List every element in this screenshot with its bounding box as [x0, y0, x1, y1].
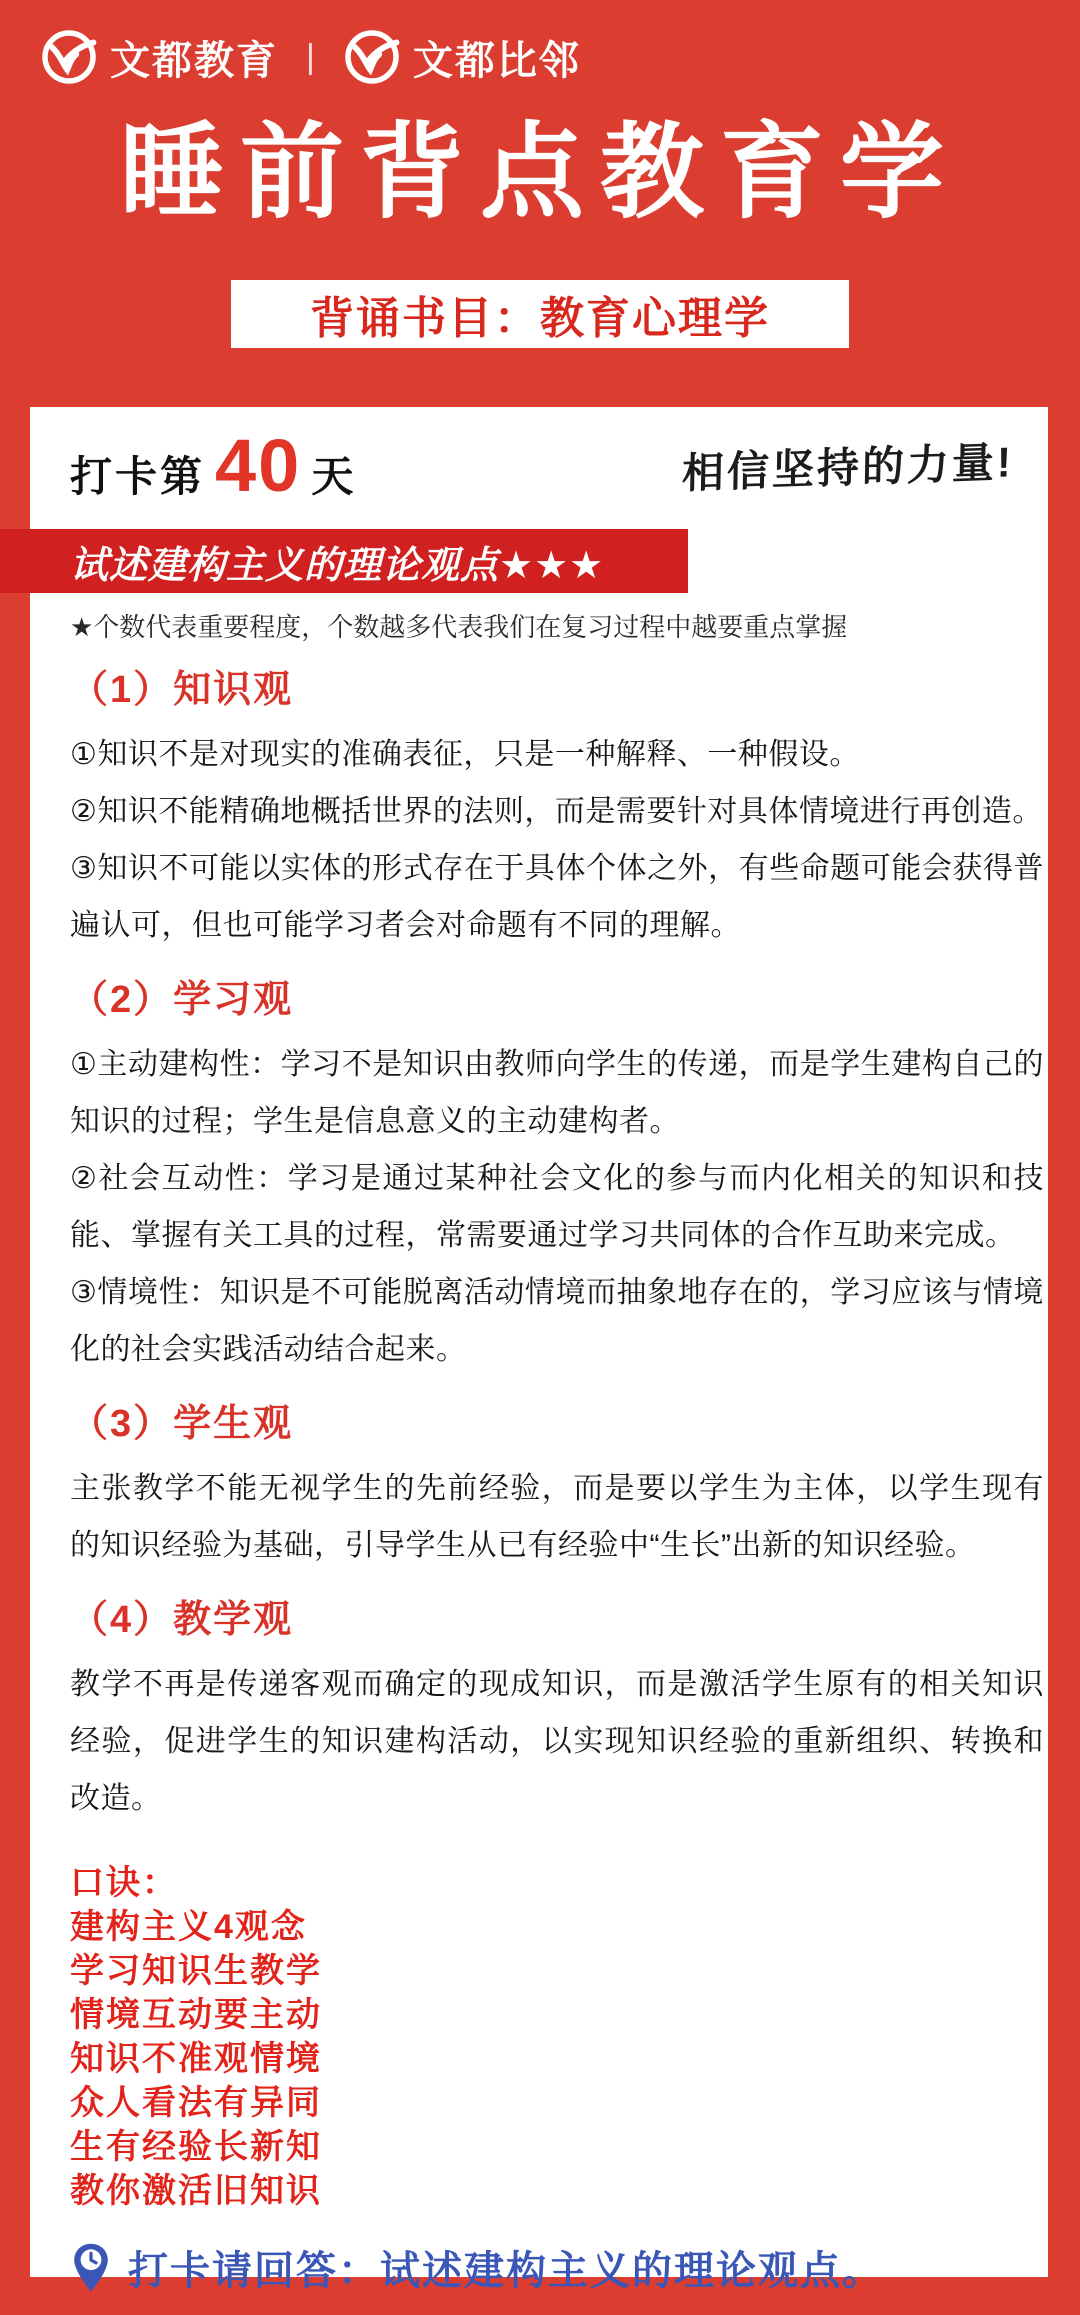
- mnemonic-line: 知识不准观情境: [70, 2040, 322, 2078]
- mnemonic-line: 生有经验长新知: [70, 2128, 322, 2166]
- sections: [30, 668, 1048, 1827]
- checkin-row: [30, 423, 1048, 507]
- mnemonic-line: 建构主义4观念: [70, 1908, 307, 1946]
- checkin-suffix: 天: [311, 452, 357, 500]
- content-section: [30, 978, 1048, 1378]
- section-paragraph: ①知识不是对现实的准确表征，只是一种解释、一种假设。: [70, 738, 860, 771]
- brand-wendu-binlin: [343, 28, 581, 86]
- binlin-logo-icon: [343, 28, 401, 86]
- handwritten-slogan: 相信坚持的力量!: [681, 438, 1015, 497]
- checkin-day-number: 40: [215, 423, 302, 507]
- section-paragraph: ③知识不可能以实体的形式存在于具体个体之外，有些命题可能会获得普遍认可，但也可能学习者会对命题有不同的理解。: [70, 852, 1044, 942]
- section-heading: （1）知识观: [70, 669, 294, 711]
- section-paragraphs: [30, 1460, 1048, 1574]
- section-paragraph: ②社会互动性：学习是通过某种社会文化的参与而内化相关的知识和技能、掌握有关工具的过程，常需要通过学习共同体的合作互助来完成。: [70, 1162, 1044, 1252]
- mnemonic-line: 情境互动要主动: [70, 1996, 322, 2034]
- content-section: [30, 1402, 1048, 1574]
- brand-name-wendu: 文都教育: [110, 38, 278, 83]
- section-paragraph: 主张教学不能无视学生的先前经验，而是要以学生为主体，以学生现有的知识经验为基础，引导学生从已有经验中“生长”出新的知识经验。: [70, 1472, 1044, 1562]
- mnemonic-line: 众人看法有异同: [70, 2084, 322, 2122]
- brand-divider: |: [306, 37, 315, 76]
- section-paragraph: ①主动建构性：学习不是知识由教师向学生的传递，而是学生建构自己的知识的过程；学生是信息意义的主动建构者。: [70, 1048, 1044, 1138]
- wendu-logo-icon: [40, 28, 98, 86]
- section-heading: （3）学生观: [70, 1403, 294, 1445]
- checkin-prefix: 打卡第: [70, 452, 206, 500]
- mnemonic-block: [30, 1861, 1048, 2213]
- brand-header: [40, 28, 581, 86]
- brand-wendu-education: [40, 28, 278, 86]
- mnemonic-line: 学习知识生教学: [70, 1952, 322, 1990]
- section-paragraph: ②知识不能精确地概括世界的法则，而是需要针对具体情境进行再创造。: [70, 795, 1043, 828]
- mnemonic-label: 口诀：: [70, 1864, 178, 1902]
- question-banner: 试述建构主义的理论观点★★★: [0, 529, 688, 593]
- brand-name-binlin: 文都比邻: [412, 38, 581, 83]
- answer-row: [30, 2239, 1048, 2296]
- section-paragraph: ③情境性：知识是不可能脱离活动情境而抽象地存在的，学习应该与情境化的社会实践活动结合起来。: [70, 1276, 1044, 1366]
- section-heading: （4）教学观: [70, 1599, 294, 1641]
- subtitle-text: 背诵书目：教育心理学: [310, 294, 770, 343]
- content-section: [30, 668, 1048, 954]
- answer-prompt: 打卡请回答：试述建构主义的理论观点。: [128, 2249, 884, 2293]
- checkin-day-counter: [70, 423, 356, 508]
- mnemonic-line: 教你激活旧知识: [70, 2172, 322, 2210]
- section-paragraphs: [30, 1656, 1048, 1827]
- subtitle-box: [231, 280, 849, 348]
- content-card: [30, 407, 1048, 2293]
- section-paragraphs: [30, 726, 1048, 954]
- section-paragraph: 教学不再是传递客观而确定的现成知识，而是激活学生原有的相关知识经验，促进学生的知识建构活动，以实现知识经验的重新组织、转换和改造。: [70, 1668, 1044, 1815]
- mnemonic-lines: [70, 1905, 1048, 2213]
- location-pin-icon: [70, 2242, 112, 2294]
- content-section: [30, 1598, 1048, 1827]
- page-title: 睡前背点教育学: [119, 115, 960, 231]
- section-paragraphs: [30, 1036, 1048, 1378]
- section-heading: （2）学习观: [70, 979, 294, 1021]
- star-importance-note: ★个数代表重要程度，个数越多代表我们在复习过程中越要重点掌握: [70, 612, 848, 642]
